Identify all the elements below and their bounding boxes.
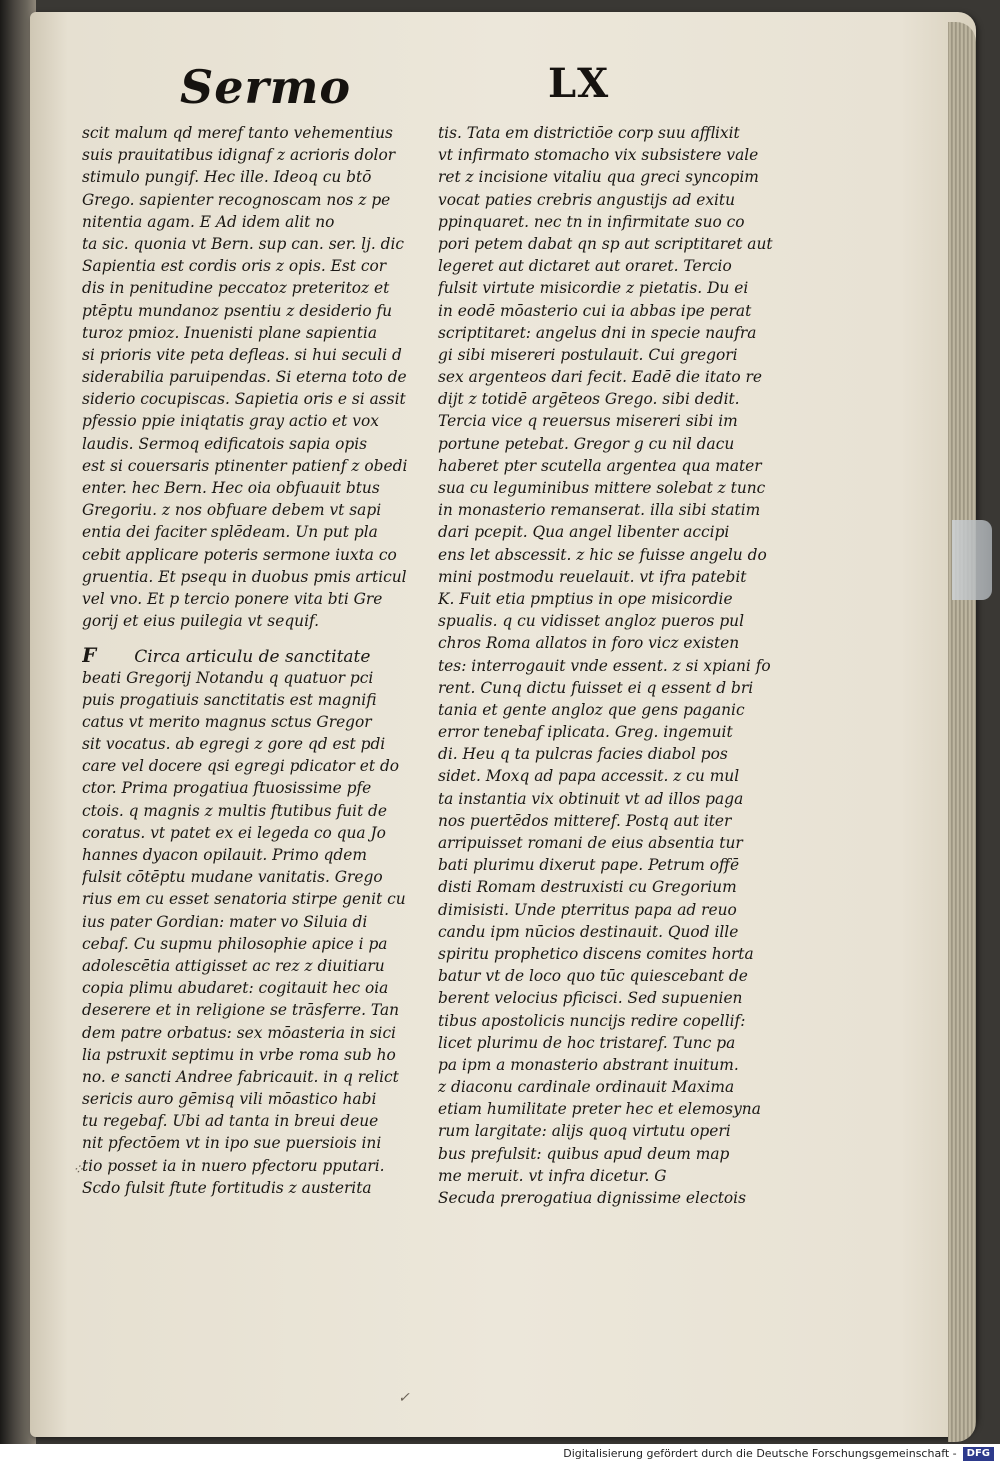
text-line: vt infirmato stomacho vix subsistere vale bbox=[438, 146, 759, 165]
text-line: nitentia agam. E Ad idem alit no bbox=[82, 212, 335, 231]
text-line: cebit applicare poteris sermone iuxta co bbox=[82, 545, 397, 564]
text-line: bus prefulsit: quibus apud deum map bbox=[438, 1144, 730, 1163]
text-line: dem patre orbatus: sex mōasteria in sici bbox=[82, 1023, 396, 1042]
text-line bbox=[82, 644, 434, 666]
text-line: gorij et eius puilegia vt sequif. bbox=[82, 612, 320, 631]
text-line: Secuda prerogatiua dignissime electois bbox=[438, 1189, 746, 1207]
text-line: haberet pter scutella argentea qua mater bbox=[438, 456, 762, 475]
text-line: tania et gente angloz que gens paganic bbox=[438, 700, 745, 719]
text-line: pa ipm a monasterio abstrant inuitum. bbox=[438, 1055, 739, 1074]
text-line: suis prauitatibus idignaf z acrioris dolor bbox=[82, 146, 396, 165]
text-line: adolescētia attigisset ac rez z diuitiaru bbox=[82, 956, 385, 975]
text-line: ta instantia vix obtinuit vt ad illos paga bbox=[438, 789, 744, 808]
text-line: sidet. Moxq ad papa accessit. z cu mul bbox=[438, 767, 740, 786]
page-edges bbox=[948, 22, 976, 1442]
text-line: ta sic. quonia vt Bern. sup can. ser. lj. dic bbox=[82, 234, 405, 253]
text-line: est si couersaris ptinenter patienf z obedi bbox=[82, 456, 408, 475]
section-mark: F bbox=[82, 644, 97, 667]
text-line: tis. Tata em districtiōe corp suu afflixit bbox=[438, 124, 740, 142]
text-line: pori petem dabat qn sp aut scriptitaret aut bbox=[438, 234, 773, 253]
text-column-left bbox=[82, 122, 434, 1199]
text-line: no. e sancti Andree fabricauit. in q relict bbox=[82, 1067, 399, 1086]
text-line: lia pstruxit septimu in vrbe roma sub ho bbox=[82, 1045, 396, 1064]
text-line: ctor. Prima progatiua ftuosissime pfe bbox=[82, 779, 372, 798]
text-line: ius pater Gordian: mater vo Siluia di bbox=[82, 912, 368, 931]
running-head-right: LX bbox=[548, 60, 610, 107]
text-line: copia plimu abudaret: cogitauit hec oia bbox=[82, 979, 389, 998]
text-line: Grego. sapienter recognoscam nos z pe bbox=[82, 190, 391, 209]
text-line: tes: interrogauit vnde essent. z si xpiani fo bbox=[438, 656, 771, 675]
text-line: arripuisset romani de eius absentia tur bbox=[438, 834, 743, 852]
text-line: deserere et in religione se trāsferre. Tan bbox=[82, 1001, 400, 1020]
text-line: Tercia vice q reuersus misereri sibi im bbox=[438, 412, 738, 431]
text-line: batur vt de loco quo tūc quiescebant de bbox=[438, 967, 748, 986]
text-line: dis in penitudine peccatoz preteritoz et bbox=[82, 279, 390, 298]
text-line: ppinquaret. nec tn in infirmitate suo co bbox=[438, 212, 745, 231]
text-line: entia dei faciter splēdeam. Un put pla bbox=[82, 523, 378, 542]
footer-bar bbox=[0, 1444, 1000, 1464]
running-head-left: Sermo bbox=[180, 60, 352, 114]
text-line: portune petebat. Gregor g cu nil dacu bbox=[438, 434, 735, 453]
text-line: cebaf. Cu supmu philosophie apice i pa bbox=[82, 934, 388, 953]
text-line: siderabilia paruipendas. Si eterna toto de bbox=[82, 368, 407, 387]
text-line: dimisisti. Unde pterritus papa ad reuo bbox=[438, 900, 737, 919]
text-line: in monasterio remanserat. illa sibi statim bbox=[438, 501, 761, 520]
text-line: in eodē mōasterio cui ia abbas ipe perat bbox=[438, 301, 752, 320]
text-line: care vel docere qsi egregi pdicator et do bbox=[82, 757, 400, 776]
text-line: K. Fuit etia pmptius in ope misicordie bbox=[438, 589, 733, 608]
text-line: candu ipm nūcios destinauit. Quod ille bbox=[438, 922, 739, 941]
text-line: error tenebaf iplicata. Greg. ingemuit bbox=[438, 723, 733, 742]
text-line: catus vt merito magnus sctus Gregor bbox=[82, 712, 372, 731]
page-clip bbox=[952, 520, 992, 600]
text-line: fulsit cōtēptu mudane vanitatis. Grego bbox=[82, 868, 383, 887]
text-line: ens let abscessit. z hic se fuisse angelu do bbox=[438, 545, 767, 564]
text-line: Sapientia est cordis oris z opis. Est cor bbox=[82, 257, 387, 276]
text-line: etiam humilitate preter hec et elemosyna bbox=[438, 1100, 761, 1119]
text-column-right bbox=[438, 122, 788, 1209]
text-line: gi sibi misereri postulauit. Cui gregori bbox=[438, 345, 738, 364]
text-line: ret z incisione vitaliu qua greci syncopim bbox=[438, 168, 759, 187]
text-line: Scdo fulsit ftute fortitudis z austerita bbox=[82, 1178, 372, 1197]
text-line: z diaconu cardinale ordinauit Maxima bbox=[438, 1078, 735, 1097]
text-line: ctois. q magnis z multis ftutibus fuit de bbox=[82, 801, 388, 820]
text-line: pfessio ppie iniqtatis gray actio et vox bbox=[82, 412, 379, 431]
text-line: siderio cocupiscas. Sapietia oris e si assit bbox=[82, 390, 406, 409]
text-line: si prioris vite peta defleas. si hui seculi d bbox=[82, 345, 402, 364]
text-line: tibus apostolicis nuncijs redire copellif: bbox=[438, 1011, 746, 1030]
text-line: stimulo pungif. Hec ille. Ideoq cu btō bbox=[82, 168, 372, 187]
text-line: tu regebaf. Ubi ad tanta in breui deue bbox=[82, 1112, 379, 1131]
text-line: sericis auro gēmisq vili mōastico habi bbox=[82, 1090, 377, 1109]
text-line: vel vno. Et p tercio ponere vita bti Gre bbox=[82, 589, 383, 608]
text-line: me meruit. vt infra dicetur. G bbox=[438, 1166, 667, 1185]
paragraph-gap bbox=[82, 632, 434, 644]
text-line: legeret aut dictaret aut oraret. Tercio bbox=[438, 257, 732, 276]
text-line: turoz pmioz. Inuenisti plane sapientia bbox=[82, 323, 378, 342]
text-line: coratus. vt patet ex ei legeda co qua Jo bbox=[82, 823, 386, 842]
margin-mark: ✓ bbox=[398, 1390, 410, 1406]
text-line: beati Gregorij Notandu q quatuor pci bbox=[82, 668, 374, 687]
footer-text: Digitalisierung gefördert durch die Deutsche Forschungsgemeinschaft - bbox=[563, 1447, 957, 1460]
text-line: gruentia. Et psequ in duobus pmis articul bbox=[82, 567, 407, 586]
text-line: ptēptu mundanoz psentiu z desiderio fu bbox=[82, 301, 393, 320]
text-line: nit pfectōem vt in ipo sue puersiois ini bbox=[82, 1134, 382, 1153]
margin-mark: ⁘ bbox=[72, 1162, 84, 1178]
text-line: dari pcepit. Qua angel libenter accipi bbox=[438, 523, 730, 542]
text-line: dijt z totidē argēteos Grego. sibi dedit. bbox=[438, 390, 740, 409]
text-line: licet plurimu de hoc tristaref. Tunc pa bbox=[438, 1033, 736, 1052]
text-line: vocat paties crebris angustijs ad exitu bbox=[438, 190, 736, 209]
text-line: rum largitate: alijs quoq virtutu operi bbox=[438, 1122, 731, 1141]
text-line: disti Romam destruxisti cu Gregorium bbox=[438, 878, 737, 897]
dfg-logo: DFG bbox=[963, 1447, 994, 1461]
text-line: spualis. q cu vidisset angloz pueros pul bbox=[438, 612, 745, 631]
text-line: spiritu prophetico discens comites horta bbox=[438, 944, 754, 963]
text-line: puis progatiuis sanctitatis est magnifi bbox=[82, 690, 377, 709]
section-heading: Circa articulu de sanctitate bbox=[134, 647, 371, 667]
text-line: chros Roma allatos in foro vicz existen bbox=[438, 634, 740, 653]
text-line: scriptitaret: angelus dni in specie naufra bbox=[438, 323, 757, 342]
text-line: bati plurimu dixerut pape. Petrum offē bbox=[438, 856, 740, 875]
text-line: sua cu leguminibus mittere solebat z tunc bbox=[438, 479, 766, 497]
text-line: mini postmodu reuelauit. vt ifra patebit bbox=[438, 567, 747, 586]
text-line: Gregoriu. z nos obfuare debem vt sapi bbox=[82, 501, 382, 520]
text-line: berent velocius pficisci. Sed supuenien bbox=[438, 989, 743, 1008]
text-line: tio posset ia in nuero pfectoru pputari. bbox=[82, 1156, 385, 1175]
text-line: fulsit virtute misicordie z pietatis. Du ei bbox=[438, 279, 749, 298]
text-line: sit vocatus. ab egregi z gore qd est pdi bbox=[82, 735, 386, 754]
text-line: rius em cu esset senatoria stirpe genit cu bbox=[82, 890, 406, 909]
text-line: hannes dyacon opilauit. Primo qdem bbox=[82, 846, 367, 864]
text-line: laudis. Sermoq edificatois sapia opis bbox=[82, 434, 368, 453]
text-line: scit malum qd meref tanto vehementius bbox=[82, 124, 393, 142]
text-line: sex argenteos dari fecit. Eadē die itato re bbox=[438, 368, 762, 387]
text-line: rent. Cunq dictu fuisset ei q essent d bri bbox=[438, 678, 754, 697]
text-line: nos puertēdos mitteref. Postq aut iter bbox=[438, 811, 732, 830]
text-line: di. Heu q ta pulcras facies diabol pos bbox=[438, 745, 728, 764]
text-line: enter. hec Bern. Hec oia obfuauit btus bbox=[82, 479, 380, 497]
